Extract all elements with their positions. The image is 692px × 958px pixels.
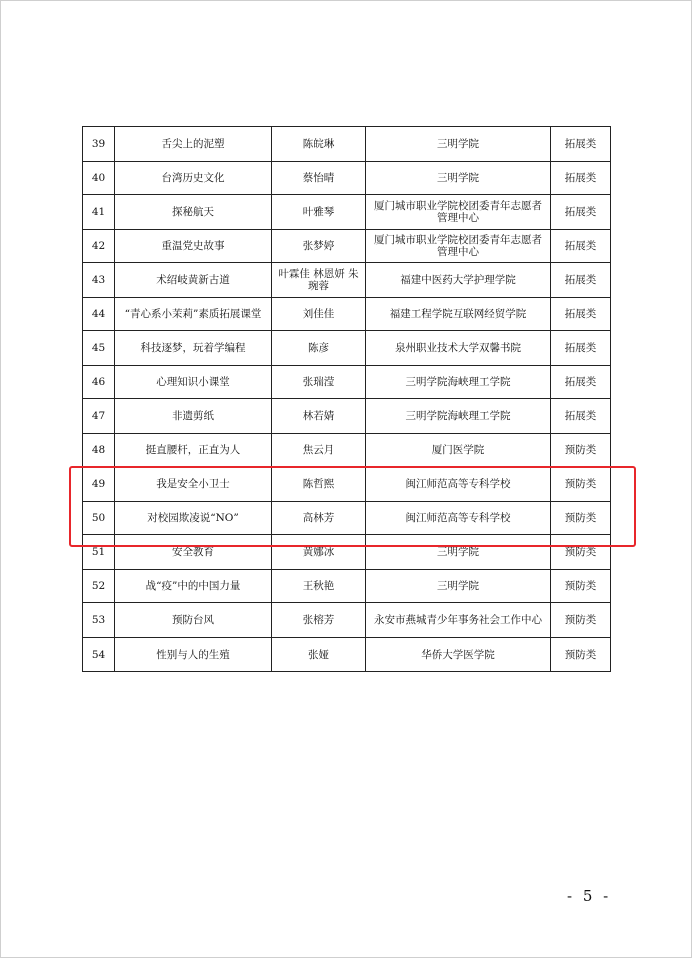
row-number: 40 (83, 162, 115, 195)
project-category: 预防类 (551, 434, 611, 467)
volunteer-name: 陈哲熙 (272, 467, 366, 502)
volunteer-name: 张瑞滢 (272, 366, 366, 399)
organization: 厦门医学院 (366, 434, 551, 467)
row-number: 49 (83, 467, 115, 502)
table-row (83, 399, 611, 434)
table-row (83, 603, 611, 638)
organization: 三明学院海峡理工学院 (366, 366, 551, 399)
page-number: - 5 - (567, 887, 612, 905)
organization: 福建工程学院互联网经贸学院 (366, 298, 551, 331)
table-row (83, 434, 611, 467)
volunteer-name: 焦云月 (272, 434, 366, 467)
row-number: 39 (83, 127, 115, 162)
volunteer-name: 陈皖琳 (272, 127, 366, 162)
table-row (83, 127, 611, 162)
volunteer-name: 张榕芳 (272, 603, 366, 638)
organization: 闽江师范高等专科学校 (366, 467, 551, 502)
volunteer-name: 张梦婷 (272, 230, 366, 263)
project-category: 拓展类 (551, 399, 611, 434)
organization: 华侨大学医学院 (366, 638, 551, 672)
project-category: 预防类 (551, 570, 611, 603)
row-number: 43 (83, 263, 115, 298)
project-category: 拓展类 (551, 127, 611, 162)
table-row (83, 535, 611, 570)
volunteer-name: 蔡怡晴 (272, 162, 366, 195)
row-number: 46 (83, 366, 115, 399)
project-title: 我是安全小卫士 (115, 467, 272, 502)
organization: 闽江师范高等专科学校 (366, 502, 551, 535)
volunteer-name: 王秋艳 (272, 570, 366, 603)
table-row (83, 467, 611, 502)
organization: 厦门城市职业学院校团委青年志愿者管理中心 (366, 230, 551, 263)
project-title: 对校园欺凌说“NO” (115, 502, 272, 535)
table-row (83, 570, 611, 603)
project-category: 预防类 (551, 535, 611, 570)
project-title: 舌尖上的泥塑 (115, 127, 272, 162)
table-row (83, 331, 611, 366)
row-number: 54 (83, 638, 115, 672)
table-row (83, 230, 611, 263)
row-number: 41 (83, 195, 115, 230)
table-row (83, 263, 611, 298)
row-number: 50 (83, 502, 115, 535)
project-category: 拓展类 (551, 298, 611, 331)
project-category: 拓展类 (551, 230, 611, 263)
project-category: 预防类 (551, 638, 611, 672)
organization: 泉州职业技术大学双馨书院 (366, 331, 551, 366)
project-title: 安全教育 (115, 535, 272, 570)
project-title: 重温党史故事 (115, 230, 272, 263)
project-title: 战“疫”中的中国力量 (115, 570, 272, 603)
organization: 三明学院 (366, 535, 551, 570)
volunteer-name: 刘佳佳 (272, 298, 366, 331)
row-number: 53 (83, 603, 115, 638)
project-title: 性别与人的生殖 (115, 638, 272, 672)
organization: 三明学院 (366, 162, 551, 195)
row-number: 51 (83, 535, 115, 570)
row-number: 48 (83, 434, 115, 467)
volunteer-name: 叶雅琴 (272, 195, 366, 230)
project-category: 拓展类 (551, 162, 611, 195)
organization: 三明学院海峡理工学院 (366, 399, 551, 434)
project-title: 预防台风 (115, 603, 272, 638)
row-number: 47 (83, 399, 115, 434)
project-category: 拓展类 (551, 263, 611, 298)
project-title: 心理知识小课堂 (115, 366, 272, 399)
project-category: 预防类 (551, 467, 611, 502)
table-row (83, 366, 611, 399)
table-row (83, 638, 611, 672)
project-title: 探秘航天 (115, 195, 272, 230)
table-row (83, 502, 611, 535)
table-row (83, 162, 611, 195)
row-number: 52 (83, 570, 115, 603)
project-title: 台湾历史文化 (115, 162, 272, 195)
table-row (83, 195, 611, 230)
project-title: 科技逐梦，玩着学编程 (115, 331, 272, 366)
project-title: 术绍岐黄新古道 (115, 263, 272, 298)
organization: 福建中医药大学护理学院 (366, 263, 551, 298)
project-category: 预防类 (551, 603, 611, 638)
project-category: 拓展类 (551, 331, 611, 366)
volunteer-name: 黄娜冰 (272, 535, 366, 570)
organization: 永安市燕城青少年事务社会工作中心 (366, 603, 551, 638)
organization: 三明学院 (366, 127, 551, 162)
volunteer-name: 叶霖佳 林恩妍 朱琬蓉 (272, 263, 366, 298)
organization: 三明学院 (366, 570, 551, 603)
project-title: “青心系小茉莉”素质拓展课堂 (115, 298, 272, 331)
row-number: 44 (83, 298, 115, 331)
row-number: 42 (83, 230, 115, 263)
row-number: 45 (83, 331, 115, 366)
organization: 厦门城市职业学院校团委青年志愿者管理中心 (366, 195, 551, 230)
project-category: 拓展类 (551, 366, 611, 399)
volunteer-name: 高林芳 (272, 502, 366, 535)
project-category: 预防类 (551, 502, 611, 535)
project-category: 拓展类 (551, 195, 611, 230)
table-row (83, 298, 611, 331)
project-table (82, 126, 611, 672)
table-body (83, 127, 611, 672)
project-title: 挺直腰杆，正直为人 (115, 434, 272, 467)
volunteer-name: 张娅 (272, 638, 366, 672)
project-title: 非遗剪纸 (115, 399, 272, 434)
volunteer-name: 陈彦 (272, 331, 366, 366)
volunteer-name: 林若婧 (272, 399, 366, 434)
